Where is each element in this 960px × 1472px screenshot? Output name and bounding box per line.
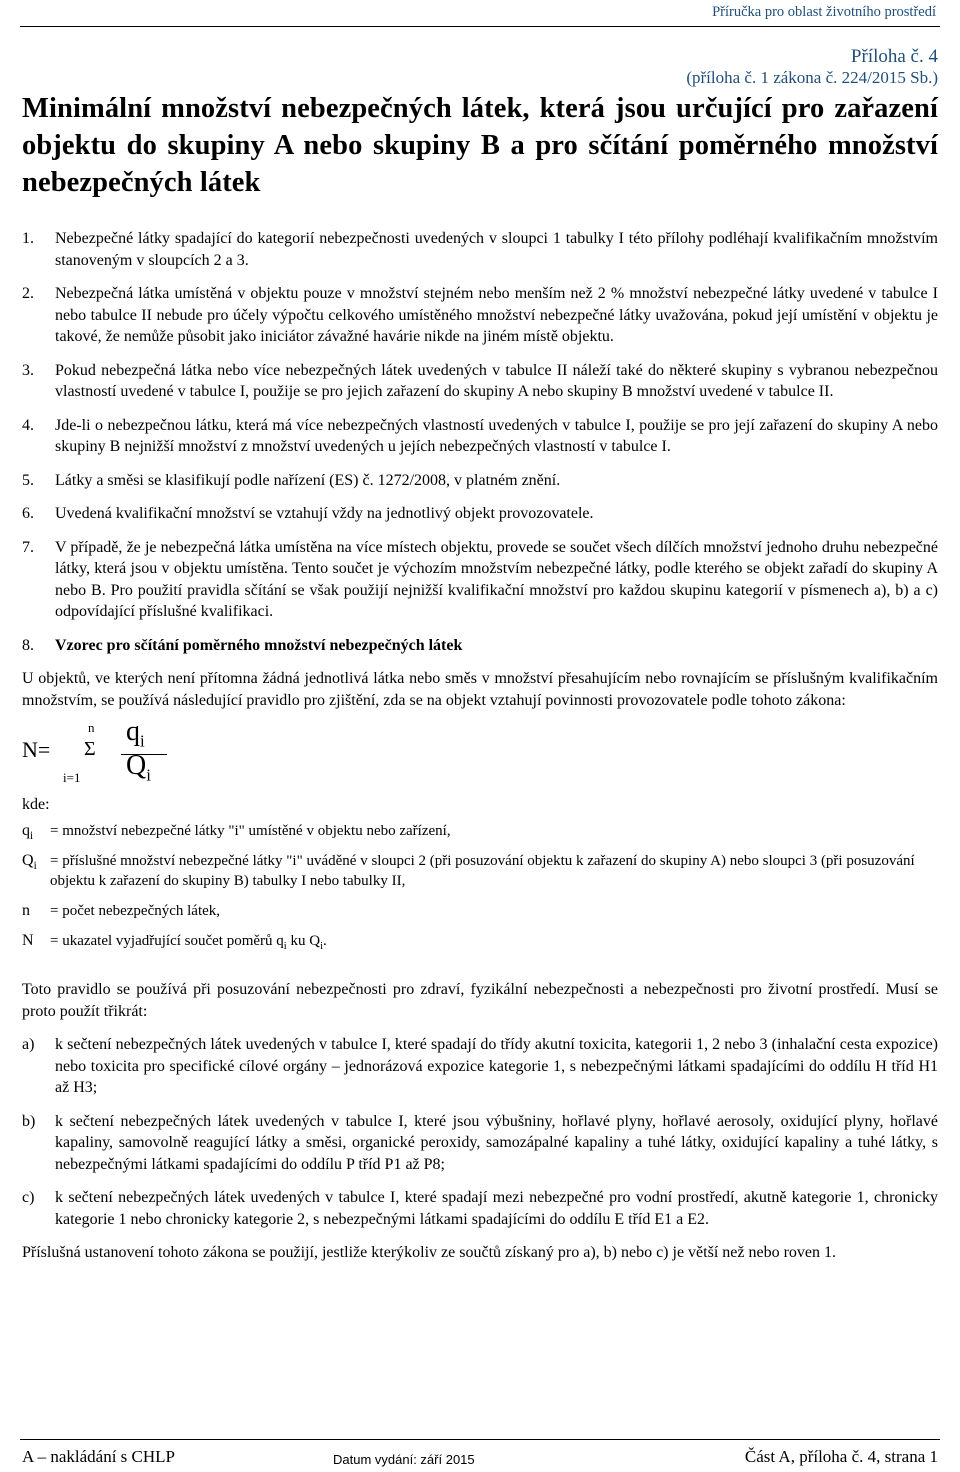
document-body bbox=[22, 228, 938, 1264]
item-text: V případě, že je nebezpečná látka umístěna na více místech objektu, provede se součet všech dílčích množství jednoho druhu nebezpečné látky, která jsou v objektu umístěna. Tento součet je výchozím množstvím nebezpečné látky, podle kterého se objekt zařadí do skupiny A nebo B. Pro použití pravidla sčítání se však použijí nejnižší kvalifikační množství pro každou skupinu kategorií v písmenech a), b) a c) odpovídající příslušné kvalifikaci. bbox=[55, 538, 938, 620]
annex-block bbox=[686, 46, 938, 88]
item-number: 3. bbox=[22, 361, 34, 379]
formula-lhs: N= bbox=[22, 737, 51, 762]
numbered-item-6 bbox=[22, 503, 938, 525]
definition-symbol: $q_i$ bbox=[22, 822, 34, 843]
list-label: a) bbox=[22, 1036, 35, 1053]
list-text: k sečtení nebezpečných látek uvedených v tabulce I, které spadají do třídy akutní toxicita, kategorii 1, 2 nebo 3 (inhalační cesta expozice) nebo toxicita pro specifické cílové orgány – jednorázová expozice kategorie 1, s nebezpečnými látkami spadajícími do oddílu H tříd H1 až H3; bbox=[55, 1036, 938, 1096]
numbered-item-4 bbox=[22, 415, 938, 458]
definition-text: = příslušné množství nebezpečné látky "i" uváděné v sloupci 2 (při posuzování objektu k zařazení do skupiny A) nebo sloupci 3 (při posuzování objektu k zařazení do skupiny B) tabulky I nebo tabulky II, bbox=[50, 853, 915, 889]
item-text: Pokud nebezpečná látka nebo více nebezpečných látek uvedených v tabulce II náleží také do některé skupiny s vybranou nebezpečnou vlastností uvedené v tabulce I, použije se pro jejich zařazení do skupiny A nebo skupiny B množství uvedené v tabulce II. bbox=[55, 361, 938, 400]
header-divider bbox=[20, 26, 940, 27]
running-header: Příručka pro oblast životního prostředí bbox=[712, 4, 936, 20]
footer-date: Datum vydání: září 2015 bbox=[333, 1452, 475, 1467]
item-text: Nebezpečné látky spadající do kategorií nebezpečnosti uvedených v sloupci 1 tabulky I této přílohy podléhají kvalifikačním množstvím stanoveným v sloupcích 2 a 3. bbox=[55, 230, 938, 269]
definition-symbol: $Q_i$ bbox=[22, 852, 37, 873]
item-text: Látky a směsi se klasifikují podle nařízení (ES) č. 1272/2008, v platném znění. bbox=[55, 471, 561, 489]
list-item-b bbox=[22, 1111, 938, 1176]
summation-formula bbox=[22, 717, 938, 795]
item-number: 7. bbox=[22, 538, 34, 556]
definition-n bbox=[22, 901, 938, 921]
item-number: 2. bbox=[22, 285, 34, 302]
sum-upper-limit: n bbox=[88, 720, 95, 735]
numbered-item-8 bbox=[22, 635, 938, 657]
item-number: 4. bbox=[22, 416, 34, 434]
definitions bbox=[22, 795, 938, 957]
item-number: 1. bbox=[22, 230, 34, 247]
numbered-item-1 bbox=[22, 228, 938, 271]
definition-Qi bbox=[22, 851, 938, 891]
list-item-a bbox=[22, 1034, 938, 1099]
annex-reference: (příloha č. 1 zákona č. 224/2015 Sb.) bbox=[686, 68, 938, 87]
closing-paragraph: Příslušná ustanovení tohoto zákona se použijí, jestliže kterýkoliv ze součtů získaný pro a), b) nebo c) je větší než nebo roven 1. bbox=[22, 1244, 836, 1261]
formula-heading: Vzorec pro sčítání poměrného množství nebezpečných látek bbox=[55, 636, 463, 654]
definition-qi bbox=[22, 821, 938, 841]
page-title: Minimální množství nebezpečných látek, která jsou určující pro zařazení objektu do skupiny A nebo skupiny B a pro sčítání poměrného množství nebezpečných látek bbox=[22, 93, 938, 198]
footer-page-ref: Část A, příloha č. 4, strana 1 bbox=[744, 1447, 938, 1466]
list-text: k sečtení nebezpečných látek uvedených v tabulce I, které jsou výbušniny, hořlavé plyny, hořlavé aerosoly, oxidující plyny, hořlavé kapaliny, samovolně reagující látky a směsi, organické peroxidy, samozápalné kapaliny a tuhé látky, oxidující kapaliny a tuhé látky, s nebezpečnými látkami spadajícími do oddílu P tříd P1 až P8; bbox=[55, 1112, 938, 1173]
list-item-c bbox=[22, 1187, 938, 1230]
item-number: 5. bbox=[22, 471, 34, 489]
fraction-denominator: $Q_i$ bbox=[126, 750, 151, 785]
definition-text: = počet nebezpečných látek, bbox=[50, 903, 221, 919]
item-text: Jde-li o nebezpečnou látku, která má více nebezpečných vlastností uvedených v tabulce I, použije se pro její zařazení do skupiny A nebo skupiny B nejnižší množství z množství uvedených u jejích nebezpečných vlastností v tabulce I. bbox=[55, 416, 938, 455]
definition-symbol: n bbox=[22, 902, 30, 919]
list-text: k sečtení nebezpečných látek uvedených v tabulce I, které spadají mezi nebezpečné pro vodní prostředí, akutně kategorie 1, chronicky kategorie 1 nebo chronicky kategorie 2, s nebezpečnými látkami spadajícími do oddílu E tříd E1 a E2. bbox=[55, 1189, 938, 1228]
definition-text: = množství nebezpečné látky "i" umístěné v objektu nebo zařízení, bbox=[50, 823, 451, 839]
list-label: b) bbox=[22, 1112, 36, 1130]
numbered-item-2 bbox=[22, 283, 938, 348]
item-number: 8. bbox=[22, 636, 34, 654]
numbered-item-7 bbox=[22, 537, 938, 623]
fraction-numerator: $q_i$ bbox=[126, 716, 145, 751]
list-label: c) bbox=[22, 1189, 35, 1206]
sigma-symbol: Σ bbox=[84, 738, 96, 760]
sum-lower-limit: i=1 bbox=[63, 770, 81, 785]
item-text: Nebezpečná látka umístěná v objektu pouze v množství stejném nebo menším než 2 % množství nebezpečné látky uvedené v tabulce I nebo tabulce II nebude pro účely výpočtu celkového umístěného množství nebezpečné látky uvažována, pokud její umístění v objektu je takové, že nemůže působit jako iniciátor závažné havárie nikde na jiném místě objektu. bbox=[55, 285, 938, 345]
definition-N bbox=[22, 931, 938, 957]
item-text: Uvedená kvalifikační množství se vztahují vždy na jednotlivý objekt provozovatele. bbox=[55, 505, 594, 522]
usage-paragraph: Toto pravidlo se používá při posuzování nebezpečnosti pro zdraví, fyzikální nebezpečnosti a nebezpečnosti pro životní prostředí. Musí se proto použít třikrát: bbox=[22, 981, 938, 1020]
footer-section: A – nakládání s CHLP bbox=[22, 1447, 175, 1466]
definition-text: = ukazatel vyjadřující součet poměrů $q_i$ ku $Q_i$. bbox=[50, 933, 327, 952]
item-number: 6. bbox=[22, 505, 34, 522]
numbered-item-3 bbox=[22, 360, 938, 403]
definition-symbol: N bbox=[22, 932, 34, 949]
numbered-item-5 bbox=[22, 470, 938, 492]
where-label: kde: bbox=[22, 796, 50, 813]
formula-intro: U objektů, ve kterých není přítomna žádná jednotlivá látka nebo směs v množství přesahujícím nebo rovnajícím se příslušným kvalifikačním množstvím, se používá následující pravidlo pro zjištění, zda se na objekt vztahují povinnosti provozovatele podle tohoto zákona: bbox=[22, 670, 938, 709]
footer-divider bbox=[20, 1439, 940, 1440]
annex-label: Příloha č. 4 bbox=[850, 46, 938, 67]
